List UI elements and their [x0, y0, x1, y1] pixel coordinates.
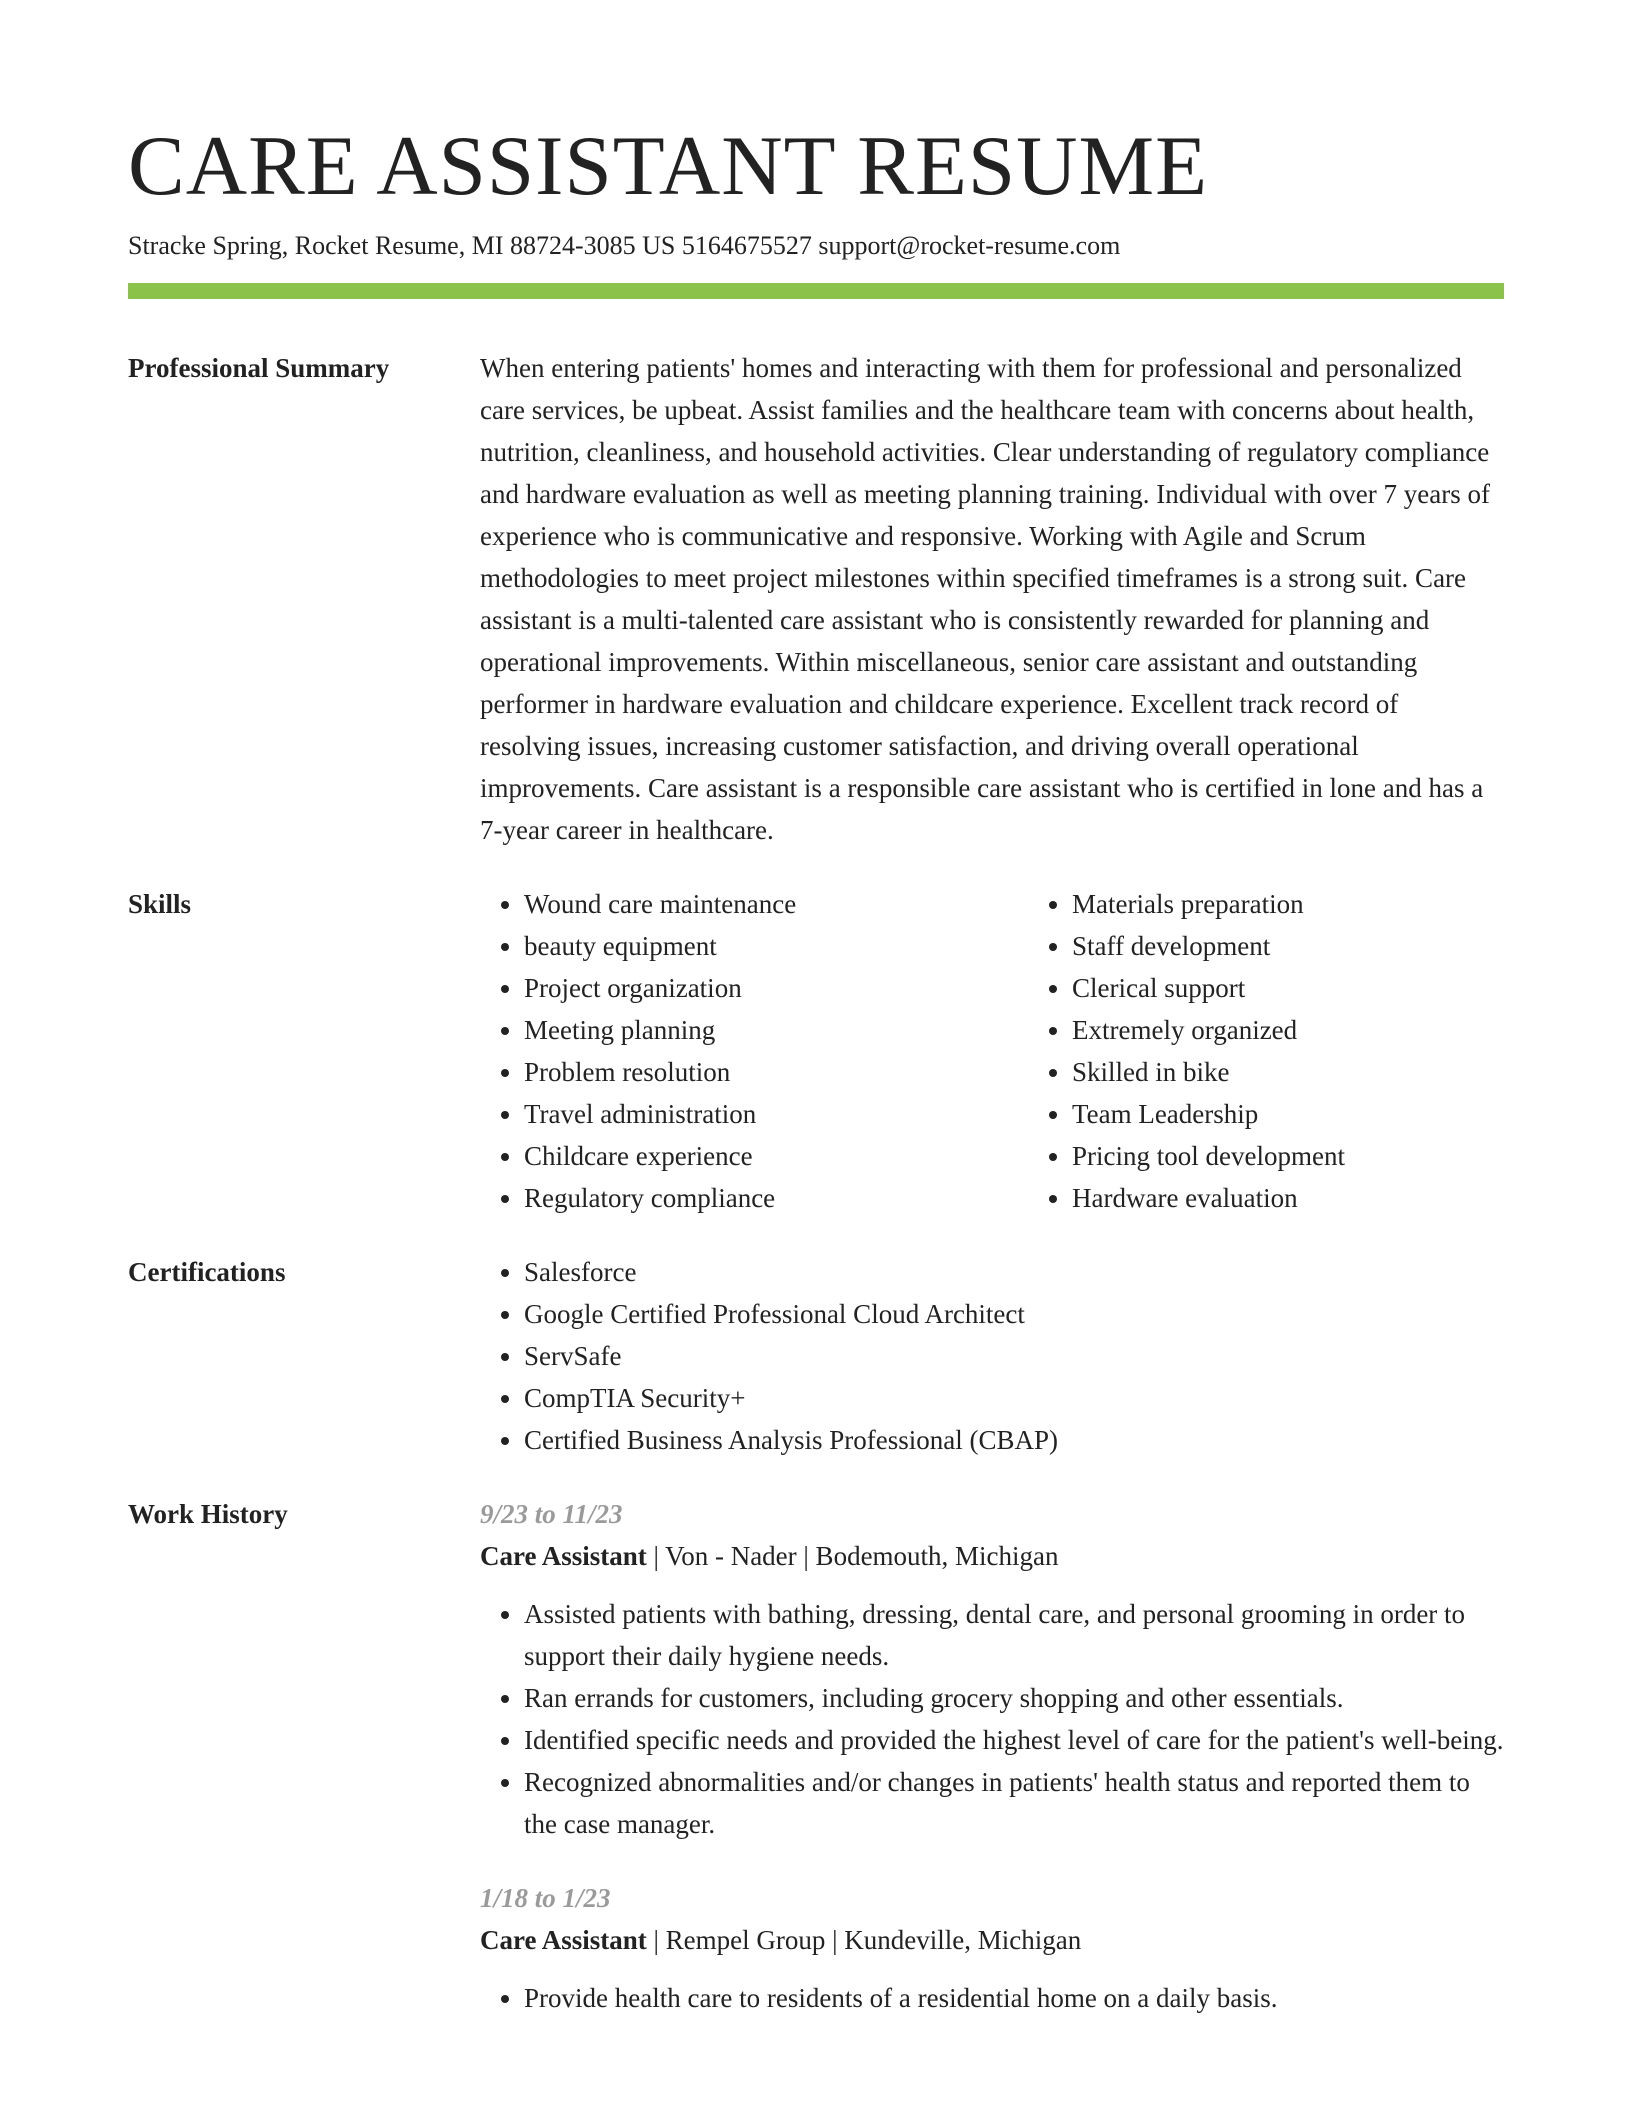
skills-list-right	[1028, 883, 1576, 1219]
skills-list-left	[480, 883, 1028, 1219]
job-employer-location: | Von - Nader | Bodemouth, Michigan	[646, 1540, 1059, 1571]
skill-item: • Extremely organized	[1072, 1009, 1576, 1051]
certification-item: • CompTIA Security+	[524, 1377, 1504, 1419]
job-dates: 1/18 to 1/23	[480, 1882, 611, 1913]
skill-item: • Travel administration	[524, 1093, 1028, 1135]
job-title: Care Assistant	[480, 1540, 647, 1571]
job-bullet: • Provide health care to residents of a residential home on a daily basis.	[524, 1977, 1504, 2019]
resume-title: CARE ASSISTANT RESUME	[128, 119, 1209, 213]
skill-item: • Materials preparation	[1072, 883, 1576, 925]
summary-text: When entering patients' homes and interacting with them for professional and personalized care services, be upbeat. Assist families and the healthcare team with concerns about health, nutrition, cleanliness, and household activities. Clear understanding of regulatory compliance and hardware evaluation as well as meeting planning training. Individual with over 7 years of experience who is communicative and responsive. Working with Agile and Scrum methodologies to meet project milestones within specified timeframes is a strong suit. Care assistant is a multi-talented care assistant who is consistently rewarded for planning and operational improvements. Within miscellaneous, senior care assistant and outstanding performer in hardware evaluation and childcare experience. Excellent track record of resolving issues, increasing customer satisfaction, and driving overall operational improvements. Care assistant is a responsible care assistant who is certified in lone and has a 7-year career in healthcare.	[480, 352, 1490, 845]
skill-item: • beauty equipment	[524, 925, 1028, 967]
job-heading	[480, 1919, 1504, 1961]
job-bullet: • Ran errands for customers, including grocery shopping and other essentials.	[524, 1677, 1504, 1719]
section-label-certifications: Certifications	[128, 1256, 286, 1287]
job-bullets	[480, 1593, 1504, 1845]
skill-item: • Pricing tool development	[1072, 1135, 1576, 1177]
certification-item: • Certified Business Analysis Professional (CBAP)	[524, 1419, 1504, 1461]
summary-body	[480, 347, 1504, 851]
skill-item: • Staff development	[1072, 925, 1576, 967]
skills-section	[128, 883, 1504, 1219]
job-heading	[480, 1535, 1504, 1577]
job-bullet: • Recognized abnormalities and/or changes in patients' health status and reported them to the case manager.	[524, 1761, 1504, 1845]
job-bullet: • Identified specific needs and provided the highest level of care for the patient's well-being.	[524, 1719, 1504, 1761]
contact-line: Stracke Spring, Rocket Resume, MI 88724-3085 US 5164675527 support@rocket-resume.com	[128, 230, 1121, 260]
skill-item: • Wound care maintenance	[524, 883, 1028, 925]
skill-item: • Hardware evaluation	[1072, 1177, 1576, 1219]
job-title: Care Assistant	[480, 1924, 647, 1955]
certifications-list	[480, 1251, 1504, 1461]
skills-body	[480, 883, 1576, 1219]
work-history-section	[128, 1493, 1504, 2019]
skill-item: • Problem resolution	[524, 1051, 1028, 1093]
work-history-body	[480, 1493, 1504, 2019]
skill-item: • Skilled in bike	[1072, 1051, 1576, 1093]
section-label-work-history: Work History	[128, 1498, 288, 1529]
certifications-section	[128, 1251, 1504, 1461]
job-employer-location: | Rempel Group | Kundeville, Michigan	[646, 1924, 1082, 1955]
certifications-body	[480, 1251, 1504, 1461]
resume-page	[128, 120, 1504, 2019]
skills-columns	[480, 883, 1576, 1219]
skill-item: • Project organization	[524, 967, 1028, 1009]
job-entry	[480, 1877, 1504, 2019]
skill-item: • Regulatory compliance	[524, 1177, 1028, 1219]
job-bullets	[480, 1977, 1504, 2019]
skill-item: • Meeting planning	[524, 1009, 1028, 1051]
skill-item: • Childcare experience	[524, 1135, 1028, 1177]
summary-section	[128, 347, 1504, 851]
certification-item: • Salesforce	[524, 1251, 1504, 1293]
section-label-skills: Skills	[128, 888, 192, 919]
skill-item: • Clerical support	[1072, 967, 1576, 1009]
header-divider	[128, 283, 1504, 299]
job-entry	[480, 1493, 1504, 1845]
certification-item: • ServSafe	[524, 1335, 1504, 1377]
job-bullet: • Assisted patients with bathing, dressing, dental care, and personal grooming in order to support their daily hygiene needs.	[524, 1593, 1504, 1677]
section-label-summary: Professional Summary	[128, 352, 390, 383]
skill-item: • Team Leadership	[1072, 1093, 1576, 1135]
certification-item: • Google Certified Professional Cloud Architect	[524, 1293, 1504, 1335]
job-dates: 9/23 to 11/23	[480, 1498, 623, 1529]
